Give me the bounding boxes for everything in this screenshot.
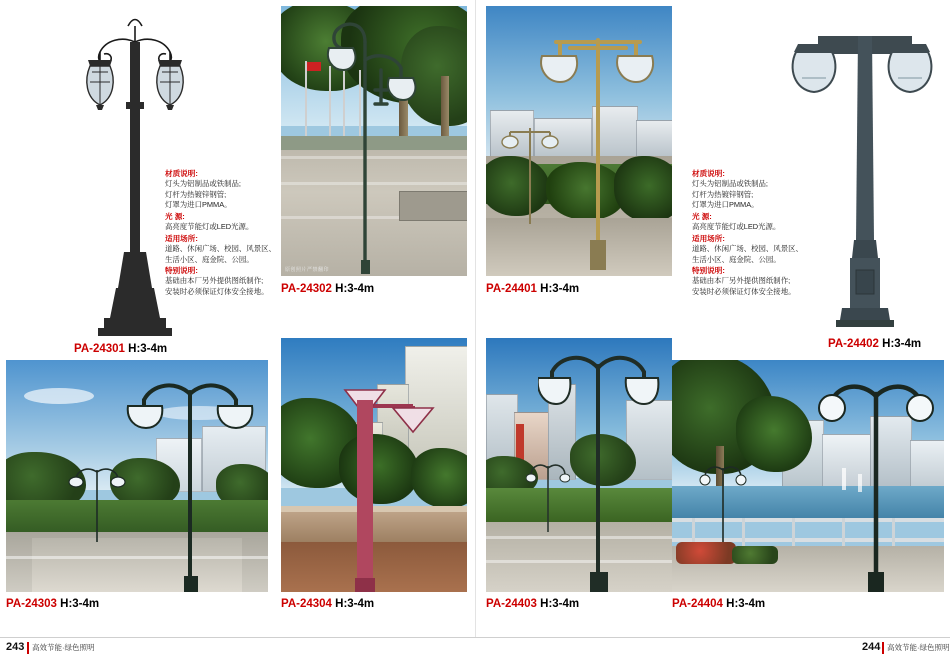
spec-line: 安装时必须保证灯体安全接地。 [165, 287, 269, 297]
spec-line: 生活小区、庭金院、公园。 [692, 254, 781, 264]
product-code: PA-24403 [486, 598, 537, 610]
product-code: PA-24301 [74, 343, 125, 355]
photo-watermark: 原创照片严禁翻印 [285, 267, 330, 273]
footer-text-right: 高效节能·绿色照明 [887, 643, 950, 652]
product-code: PA-24304 [281, 598, 332, 610]
product-code: PA-24302 [281, 283, 332, 295]
product-size: H:3-4m [540, 283, 580, 295]
page-number-left: 243 [6, 641, 25, 653]
footer-text-left: 高效节能·绿色照明 [32, 643, 95, 652]
product-size: H:3-4m [60, 598, 100, 610]
lamp-drawing-pa-24402 [780, 8, 950, 328]
product-size: H:3-4m [882, 338, 922, 350]
product-code: PA-24401 [486, 283, 537, 295]
product-label-pa-24303 [6, 598, 99, 610]
product-photo-pa-24303 [6, 360, 268, 592]
footer-accent-left [27, 642, 29, 654]
product-size: H:3-4m [128, 343, 168, 355]
spec-line: 材质说明: [692, 169, 725, 178]
product-label-pa-24404 [672, 598, 765, 610]
spec-line: 材质说明: [165, 169, 198, 178]
product-label-pa-24401 [486, 283, 579, 295]
spec-line: 灯罩为进口PMMA。 [692, 200, 759, 210]
product-photo-pa-24304 [281, 338, 467, 592]
product-label-pa-24402 [828, 338, 921, 350]
product-photo-pa-24401 [486, 6, 672, 276]
spec-line: 光 源: [165, 212, 185, 222]
spec-line: 光 源: [692, 212, 712, 222]
page-number-right: 244 [862, 641, 881, 653]
spec-line: 适用场所: [692, 233, 725, 243]
product-code: PA-24303 [6, 598, 57, 610]
spec-block-left [165, 168, 291, 298]
product-size: H:3-4m [540, 598, 580, 610]
spec-line: 基础由本厂另外提供图纸制作; [165, 276, 264, 286]
product-label-pa-24403 [486, 598, 579, 610]
page-spine [475, 0, 476, 637]
product-photo-pa-24404 [672, 360, 944, 592]
page-footer [0, 637, 950, 659]
product-size: H:3-4m [335, 283, 375, 295]
spec-line: 灯杆为热镀锌钢管; [692, 189, 754, 199]
product-label-pa-24301 [74, 343, 167, 355]
product-photo-pa-24403 [486, 338, 672, 592]
product-size: H:3-4m [335, 598, 375, 610]
spec-line: 高亮度节能灯或LED光源。 [692, 222, 781, 232]
spec-line: 适用场所: [165, 233, 198, 243]
spec-line: 生活小区、庭金院、公园。 [165, 254, 254, 264]
product-label-pa-24302 [281, 283, 374, 295]
spec-line: 高亮度节能灯或LED光源。 [165, 222, 254, 232]
spec-line: 特别说明: [692, 266, 725, 276]
product-size: H:3-4m [726, 598, 766, 610]
product-code: PA-24402 [828, 338, 879, 350]
spec-line: 灯头为铝制品或铁制品; [165, 179, 241, 188]
product-code: PA-24404 [672, 598, 723, 610]
spec-line: 基础由本厂另外提供图纸制作; [692, 276, 791, 286]
spec-line: 道路、休闲广场、校园、风景区、 [165, 243, 276, 253]
product-label-pa-24304 [281, 598, 374, 610]
spec-line: 特别说明: [165, 266, 198, 276]
product-photo-pa-24302 [281, 6, 467, 276]
spec-line: 灯罩为进口PMMA。 [165, 200, 232, 210]
footer-rule [0, 637, 950, 638]
spec-line: 灯头为铝制品或铁制品; [692, 179, 768, 188]
footer-accent-right [882, 642, 884, 654]
spec-line: 道路、休闲广场、校园、风景区、 [692, 243, 803, 253]
spec-line: 安装时必须保证灯体安全接地。 [692, 287, 796, 297]
spec-line: 灯杆为热镀锌钢管; [165, 189, 227, 199]
